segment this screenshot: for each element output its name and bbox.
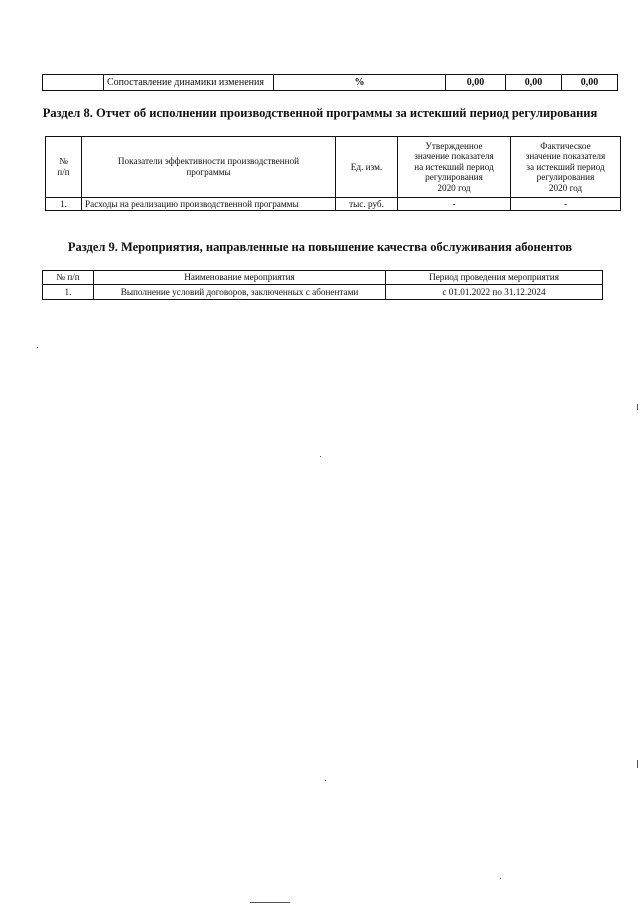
scan-speck xyxy=(637,760,638,768)
program-execution-table xyxy=(45,136,621,211)
header-measure-name: Наименование мероприятия xyxy=(94,271,386,285)
row-number-cell: 1. xyxy=(46,198,82,211)
indicator-label-cell: Сопоставление динамики изменения xyxy=(104,75,274,91)
dynamics-table xyxy=(42,74,618,91)
header-indicator: Показатели эффективности производственной программы xyxy=(82,137,336,198)
header-approved-value: Утвержденное значение показателя на истекший период регулирования 2020 год xyxy=(398,137,511,198)
header-actual-value: Фактическое значение показателя за истекший период регулирования 2020 год xyxy=(511,137,621,198)
header-unit: Ед. изм. xyxy=(336,137,398,198)
unit-cell: тыс. руб. xyxy=(336,198,398,211)
indicator-cell: Расходы на реализацию производственной программы xyxy=(82,198,336,211)
header-number: № п/п xyxy=(46,137,82,198)
table-row xyxy=(46,198,621,211)
value-cell: 0,00 xyxy=(446,75,506,91)
scan-speck xyxy=(37,347,38,348)
scan-speck xyxy=(325,780,326,781)
actual-value-cell: - xyxy=(511,198,621,211)
header-number: № п/п xyxy=(43,271,94,285)
row-number-cell xyxy=(43,75,104,91)
scan-speck xyxy=(500,878,501,879)
table-header-row xyxy=(46,137,621,198)
scan-speck xyxy=(320,456,321,457)
value-cell: 0,00 xyxy=(562,75,618,91)
header-period: Период проведения мероприятия xyxy=(386,271,603,285)
table-header-row xyxy=(43,271,603,285)
scan-speck xyxy=(250,902,290,903)
service-quality-measures-table xyxy=(42,270,603,300)
approved-value-cell: - xyxy=(398,198,511,211)
table-row xyxy=(43,75,618,91)
scan-speck xyxy=(637,404,638,410)
row-number-cell: 1. xyxy=(43,285,94,300)
period-cell: с 01.01.2022 по 31.12.2024 xyxy=(386,285,603,300)
value-cell: 0,00 xyxy=(506,75,562,91)
unit-cell: % xyxy=(274,75,446,91)
table-row xyxy=(43,285,603,300)
section-9-heading: Раздел 9. Мероприятия, направленные на повышение качества обслуживания абонентов xyxy=(67,240,573,254)
measure-name-cell: Выполнение условий договоров, заключенных с абонентами xyxy=(94,285,386,300)
section-8-heading: Раздел 8. Отчет об исполнении производственной программы за истекший период регулирования xyxy=(42,106,598,120)
